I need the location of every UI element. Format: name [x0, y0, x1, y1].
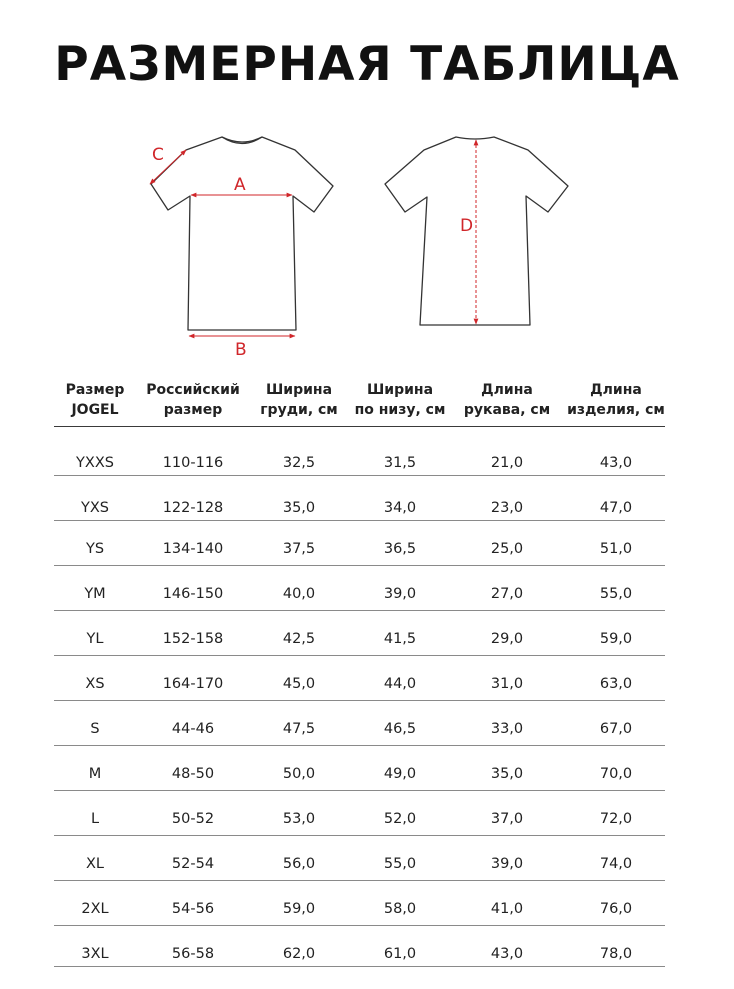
header-line: груди, см [260, 402, 338, 418]
cell-size: M [88, 766, 102, 782]
cell-garment-length: 47,0 [599, 500, 633, 516]
header-line: рукава, см [463, 402, 551, 418]
cell-chest-width: 35,0 [282, 500, 316, 516]
cell-chest-width: 53,0 [282, 811, 316, 827]
cell-garment-length: 72,0 [599, 811, 633, 827]
table-row [0, 629, 734, 674]
cell-russian-size: 152-158 [162, 631, 224, 647]
table-row [0, 584, 734, 629]
cell-sleeve-length: 33,0 [490, 721, 524, 737]
cell-garment-length: 55,0 [599, 586, 633, 602]
table-row [0, 764, 734, 809]
cell-chest-width: 32,5 [282, 455, 316, 471]
cell-russian-size: 110-116 [162, 455, 224, 471]
cell-chest-width: 40,0 [282, 586, 316, 602]
header-line: Размер [65, 382, 125, 398]
header-line: Ширина [265, 382, 333, 398]
cell-hem-width: 36,5 [383, 541, 417, 557]
cell-hem-width: 46,5 [383, 721, 417, 737]
cell-garment-length: 43,0 [599, 455, 633, 471]
cell-russian-size: 56-58 [171, 946, 215, 962]
cell-garment-length: 74,0 [599, 856, 633, 872]
row-divider [54, 520, 665, 521]
cell-russian-size: 52-54 [171, 856, 215, 872]
table-header [0, 380, 734, 424]
cell-russian-size: 122-128 [162, 500, 224, 516]
cell-sleeve-length: 35,0 [490, 766, 524, 782]
row-divider [54, 745, 665, 746]
row-divider [54, 565, 665, 566]
cell-sleeve-length: 41,0 [490, 901, 524, 917]
header-line: Длина [590, 382, 642, 398]
table-row [0, 539, 734, 584]
row-divider [54, 925, 665, 926]
header-garment-length [551, 380, 681, 420]
header-divider [54, 426, 665, 427]
cell-sleeve-length: 27,0 [490, 586, 524, 602]
cell-russian-size: 164-170 [162, 676, 224, 692]
row-divider [54, 790, 665, 791]
cell-hem-width: 61,0 [383, 946, 417, 962]
cell-size: YXXS [76, 455, 114, 471]
cell-chest-width: 45,0 [282, 676, 316, 692]
cell-hem-width: 49,0 [383, 766, 417, 782]
cell-sleeve-length: 39,0 [490, 856, 524, 872]
tshirt-measurement-diagram [0, 125, 734, 365]
cell-size: L [90, 811, 100, 827]
measure-label-c: C [152, 145, 164, 165]
cell-garment-length: 70,0 [599, 766, 633, 782]
cell-hem-width: 39,0 [383, 586, 417, 602]
cell-size: YL [86, 631, 104, 647]
cell-sleeve-length: 21,0 [490, 455, 524, 471]
row-divider [54, 655, 665, 656]
header-line: размер [163, 402, 223, 418]
header-line: по низу, см [354, 402, 446, 418]
cell-garment-length: 51,0 [599, 541, 633, 557]
header-line: JOGEL [71, 402, 119, 418]
cell-garment-length: 59,0 [599, 631, 633, 647]
cell-hem-width: 44,0 [383, 676, 417, 692]
header-line: Ширина [366, 382, 434, 398]
cell-sleeve-length: 29,0 [490, 631, 524, 647]
cell-hem-width: 52,0 [383, 811, 417, 827]
table-row [0, 719, 734, 764]
table-row [0, 854, 734, 899]
page-title: РАЗМЕРНАЯ ТАБЛИЦА [54, 37, 680, 92]
cell-garment-length: 67,0 [599, 721, 633, 737]
cell-garment-length: 76,0 [599, 901, 633, 917]
cell-russian-size: 44-46 [171, 721, 215, 737]
cell-chest-width: 37,5 [282, 541, 316, 557]
cell-russian-size: 134-140 [162, 541, 224, 557]
table-row [0, 674, 734, 719]
tshirt-front-outline [151, 137, 333, 330]
cell-hem-width: 41,5 [383, 631, 417, 647]
header-line: изделия, см [567, 402, 665, 418]
cell-size: XL [85, 856, 104, 872]
cell-chest-width: 56,0 [282, 856, 316, 872]
row-divider [54, 610, 665, 611]
cell-chest-width: 42,5 [282, 631, 316, 647]
header-line: Российский [146, 382, 240, 398]
cell-hem-width: 31,5 [383, 455, 417, 471]
cell-russian-size: 48-50 [171, 766, 215, 782]
cell-hem-width: 55,0 [383, 856, 417, 872]
cell-size: YS [85, 541, 105, 557]
cell-sleeve-length: 25,0 [490, 541, 524, 557]
cell-garment-length: 63,0 [599, 676, 633, 692]
cell-sleeve-length: 23,0 [490, 500, 524, 516]
row-divider [54, 966, 665, 967]
cell-size: 2XL [81, 901, 109, 917]
cell-chest-width: 47,5 [282, 721, 316, 737]
cell-size: S [90, 721, 100, 737]
measure-label-d: D [460, 216, 474, 236]
cell-chest-width: 62,0 [282, 946, 316, 962]
measure-label-a: A [234, 175, 246, 195]
cell-size: 3XL [81, 946, 109, 962]
cell-size: XS [85, 676, 105, 692]
row-divider [54, 700, 665, 701]
row-divider [54, 475, 665, 476]
cell-hem-width: 58,0 [383, 901, 417, 917]
cell-garment-length: 78,0 [599, 946, 633, 962]
cell-sleeve-length: 37,0 [490, 811, 524, 827]
cell-size: YXS [81, 500, 109, 516]
cell-russian-size: 146-150 [162, 586, 224, 602]
cell-chest-width: 50,0 [282, 766, 316, 782]
cell-chest-width: 59,0 [282, 901, 316, 917]
table-row [0, 899, 734, 944]
cell-sleeve-length: 43,0 [490, 946, 524, 962]
cell-russian-size: 54-56 [171, 901, 215, 917]
cell-size: YM [84, 586, 106, 602]
table-row [0, 809, 734, 854]
header-line: Длина [481, 382, 533, 398]
cell-hem-width: 34,0 [383, 500, 417, 516]
cell-sleeve-length: 31,0 [490, 676, 524, 692]
row-divider [54, 880, 665, 881]
cell-russian-size: 50-52 [171, 811, 215, 827]
measure-label-b: B [235, 340, 247, 360]
row-divider [54, 835, 665, 836]
